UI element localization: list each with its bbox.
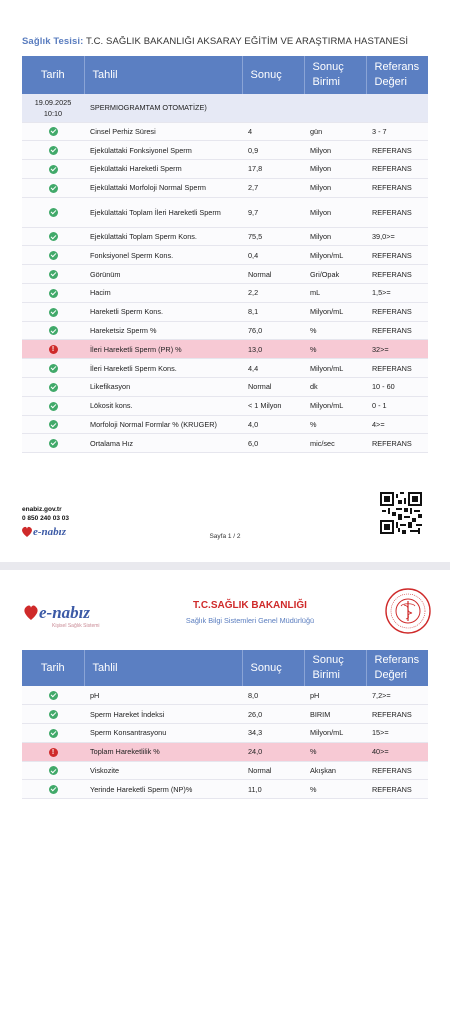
test-reference: REFERANS: [366, 761, 428, 780]
test-unit: Milyon/mL: [304, 396, 366, 415]
table-row: [22, 284, 428, 303]
status-cell: [22, 160, 84, 179]
test-name: Hareketli Sperm Kons.: [84, 302, 242, 321]
table-row: [22, 302, 428, 321]
test-name: Hacim: [84, 284, 242, 303]
enabiz-logo-text: e-nabız: [39, 603, 90, 622]
test-result: 0,4: [242, 246, 304, 265]
status-cell: [22, 780, 84, 799]
status-cell: [22, 340, 84, 359]
check-circle-icon: [49, 402, 58, 411]
test-unit: Milyon/mL: [304, 359, 366, 378]
table-row: [22, 160, 428, 179]
test-name: pH: [84, 686, 242, 705]
status-cell: [22, 415, 84, 434]
test-unit: Milyon: [304, 178, 366, 197]
table-row: [22, 686, 428, 705]
header-unit: Sonuç Birimi: [304, 56, 366, 94]
table-row: [22, 396, 428, 415]
test-reference: REFERANS: [366, 246, 428, 265]
test-unit: Milyon: [304, 227, 366, 246]
test-name: Sperm Konsantrasyonu: [84, 724, 242, 743]
table-row: [22, 197, 428, 227]
report-page-2: [0, 570, 450, 1024]
test-unit: BIRIM: [304, 705, 366, 724]
header-result: Sonuç: [242, 56, 304, 94]
test-name: Viskozite: [84, 761, 242, 780]
facility-line: [22, 36, 442, 50]
test-reference: 39,0>=: [366, 227, 428, 246]
check-circle-icon: [49, 289, 58, 298]
test-result: 11,0: [242, 780, 304, 799]
test-reference: 3 - 7: [366, 122, 428, 141]
table-row: [22, 246, 428, 265]
page-separator: [0, 562, 450, 570]
test-result: 4: [242, 122, 304, 141]
test-reference: REFERANS: [366, 265, 428, 284]
test-reference: 10 - 60: [366, 378, 428, 397]
group-name: SPERMIOGRAMTAM OTOMATİZE): [84, 94, 428, 122]
table-row: [22, 724, 428, 743]
table-row: [22, 359, 428, 378]
check-circle-icon: [49, 326, 58, 335]
test-reference: REFERANS: [366, 178, 428, 197]
header-date: Tarih: [22, 650, 84, 686]
ministry-seal-icon: [385, 588, 431, 634]
test-time: 10:10: [43, 108, 63, 118]
status-cell: [22, 122, 84, 141]
facility-name: T.C. SAĞLIK BAKANLIĞI AKSARAY EĞİTİM VE ARAŞTIRMA HASTANESİ: [86, 36, 409, 47]
test-name: Ejekülattaki Fonksiyonel Sperm: [84, 141, 242, 160]
status-cell: [22, 321, 84, 340]
test-reference: REFERANS: [366, 705, 428, 724]
test-result: 2,2: [242, 284, 304, 303]
check-circle-icon: [49, 165, 58, 174]
table-row: [22, 378, 428, 397]
ministry-subtitle: Sağlık Bilgi Sistemleri Genel Müdürlüğü: [185, 616, 315, 625]
status-cell: [22, 378, 84, 397]
table-row: [22, 415, 428, 434]
table-row: [22, 705, 428, 724]
test-unit: gün: [304, 122, 366, 141]
test-unit: %: [304, 321, 366, 340]
check-circle-icon: [49, 710, 58, 719]
test-result: 0,9: [242, 141, 304, 160]
svg-text:e-nabız: e-nabız: [33, 526, 66, 538]
test-name: Toplam Hareketlilik %: [84, 742, 242, 761]
check-circle-icon: [49, 308, 58, 317]
test-name: Lökosit kons.: [84, 396, 242, 415]
check-circle-icon: [49, 383, 58, 392]
header-ref: Referans Değeri: [366, 56, 428, 94]
test-unit: dk: [304, 378, 366, 397]
enabiz-logo: [22, 600, 112, 635]
check-circle-icon: [49, 146, 58, 155]
table-row: [22, 761, 428, 780]
test-name: Cinsel Perhiz Süresi: [84, 122, 242, 141]
test-unit: pH: [304, 686, 366, 705]
test-reference: 32>=: [366, 340, 428, 359]
status-cell: [22, 396, 84, 415]
check-circle-icon: [49, 364, 58, 373]
test-name: Ejekülattaki Toplam İleri Hareketli Sperm: [84, 197, 242, 227]
test-reference: REFERANS: [366, 197, 428, 227]
table-row: [22, 742, 428, 761]
status-cell: [22, 141, 84, 160]
test-name: Sperm Hareket İndeksi: [84, 705, 242, 724]
check-circle-icon: [49, 691, 58, 700]
test-result: 4,4: [242, 359, 304, 378]
test-unit: Milyon: [304, 160, 366, 179]
test-result: 26,0: [242, 705, 304, 724]
test-unit: Gri/Opak: [304, 265, 366, 284]
facility-label: Sağlık Tesisi:: [22, 36, 84, 47]
check-circle-icon: [49, 127, 58, 136]
test-reference: 7,2>=: [366, 686, 428, 705]
status-cell: [22, 359, 84, 378]
test-unit: Milyon/mL: [304, 724, 366, 743]
check-circle-icon: [49, 439, 58, 448]
table-row: [22, 178, 428, 197]
test-reference: 0 - 1: [366, 396, 428, 415]
test-reference: REFERANS: [366, 141, 428, 160]
test-reference: REFERANS: [366, 434, 428, 453]
footer-phone: 0 850 240 03 03: [22, 515, 69, 522]
footer-url: enabiz.gov.tr: [22, 506, 62, 513]
test-result: Normal: [242, 378, 304, 397]
table-row: [22, 321, 428, 340]
test-result: < 1 Milyon: [242, 396, 304, 415]
status-cell: [22, 705, 84, 724]
test-result: 76,0: [242, 321, 304, 340]
test-name: Yerinde Hareketli Sperm (NP)%: [84, 780, 242, 799]
date-group-row: [22, 94, 428, 122]
table-header-row: [22, 56, 428, 94]
test-reference: 40>=: [366, 742, 428, 761]
status-cell: [22, 761, 84, 780]
check-circle-icon: [49, 208, 58, 217]
table-row: [22, 340, 428, 359]
table-row: [22, 434, 428, 453]
ministry-title: T.C.SAĞLIK BAKANLIĞI: [193, 600, 307, 611]
test-name: Likefikasyon: [84, 378, 242, 397]
test-result: 8,0: [242, 686, 304, 705]
test-name: Ejekülattaki Morfoloji Normal Sperm: [84, 178, 242, 197]
date-cell: [22, 94, 84, 122]
check-circle-icon: [49, 729, 58, 738]
table-row: [22, 265, 428, 284]
enabiz-logo-subtext: Kişisel Sağlık Sistemi: [52, 623, 100, 629]
header-test: Tahlil: [84, 56, 242, 94]
status-cell: [22, 724, 84, 743]
test-reference: 1,5>=: [366, 284, 428, 303]
status-cell: [22, 246, 84, 265]
exclamation-circle-icon: !: [49, 345, 58, 354]
test-reference: REFERANS: [366, 780, 428, 799]
header-result: Sonuç: [242, 650, 304, 686]
exclamation-circle-icon: !: [49, 748, 58, 757]
test-result: 8,1: [242, 302, 304, 321]
test-unit: %: [304, 415, 366, 434]
test-unit: mL: [304, 284, 366, 303]
check-circle-icon: [49, 184, 58, 193]
test-unit: Milyon: [304, 141, 366, 160]
test-name: Fonksiyonel Sperm Kons.: [84, 246, 242, 265]
test-result: Normal: [242, 265, 304, 284]
test-reference: REFERANS: [366, 160, 428, 179]
status-cell: [22, 265, 84, 284]
test-name: Ortalama Hız: [84, 434, 242, 453]
check-circle-icon: [49, 766, 58, 775]
page-number: Sayfa 1 / 2: [209, 533, 241, 540]
test-result: 34,3: [242, 724, 304, 743]
test-unit: Milyon/mL: [304, 246, 366, 265]
lab-results-table: [22, 56, 428, 453]
test-result: 4,0: [242, 415, 304, 434]
test-name: İleri Hareketli Sperm Kons.: [84, 359, 242, 378]
test-name: Ejekülattaki Hareketli Sperm: [84, 160, 242, 179]
test-unit: %: [304, 340, 366, 359]
check-circle-icon: [49, 251, 58, 260]
table-row: [22, 227, 428, 246]
test-unit: mic/sec: [304, 434, 366, 453]
qr-code-icon: [380, 492, 422, 534]
status-cell: [22, 227, 84, 246]
test-result: 24,0: [242, 742, 304, 761]
test-result: Normal: [242, 761, 304, 780]
test-result: 2,7: [242, 178, 304, 197]
test-result: 13,0: [242, 340, 304, 359]
test-date: 19.09.2025: [34, 97, 72, 107]
test-name: İleri Hareketli Sperm (PR) %: [84, 340, 242, 359]
test-result: 6,0: [242, 434, 304, 453]
table-header-row: [22, 650, 428, 686]
test-reference: REFERANS: [366, 321, 428, 340]
test-name: Hareketsiz Sperm %: [84, 321, 242, 340]
check-circle-icon: [49, 270, 58, 279]
status-cell: [22, 178, 84, 197]
test-result: 17,8: [242, 160, 304, 179]
test-unit: Milyon: [304, 197, 366, 227]
table-row: [22, 780, 428, 799]
test-unit: Milyon/mL: [304, 302, 366, 321]
header-ref: Referans Değeri: [366, 650, 428, 686]
status-cell: [22, 302, 84, 321]
header-date: Tarih: [22, 56, 84, 94]
test-result: 9,7: [242, 197, 304, 227]
test-result: 75,5: [242, 227, 304, 246]
status-cell: [22, 742, 84, 761]
test-reference: 15>=: [366, 724, 428, 743]
status-cell: [22, 686, 84, 705]
status-cell: [22, 197, 84, 227]
header-unit: Sonuç Birimi: [304, 650, 366, 686]
lab-results-table-2: [22, 650, 428, 799]
test-unit: %: [304, 742, 366, 761]
check-circle-icon: [49, 232, 58, 241]
header-test: Tahlil: [84, 650, 242, 686]
test-name: Görünüm: [84, 265, 242, 284]
test-reference: 4>=: [366, 415, 428, 434]
test-unit: Akışkan: [304, 761, 366, 780]
test-name: Morfoloji Normal Formlar % (KRUGER): [84, 415, 242, 434]
test-unit: %: [304, 780, 366, 799]
check-circle-icon: [49, 420, 58, 429]
test-reference: REFERANS: [366, 302, 428, 321]
table-row: [22, 122, 428, 141]
status-cell: [22, 434, 84, 453]
test-reference: REFERANS: [366, 359, 428, 378]
status-cell: [22, 284, 84, 303]
check-circle-icon: [49, 785, 58, 794]
test-name: Ejekülattaki Toplam Sperm Kons.: [84, 227, 242, 246]
table-row: [22, 141, 428, 160]
